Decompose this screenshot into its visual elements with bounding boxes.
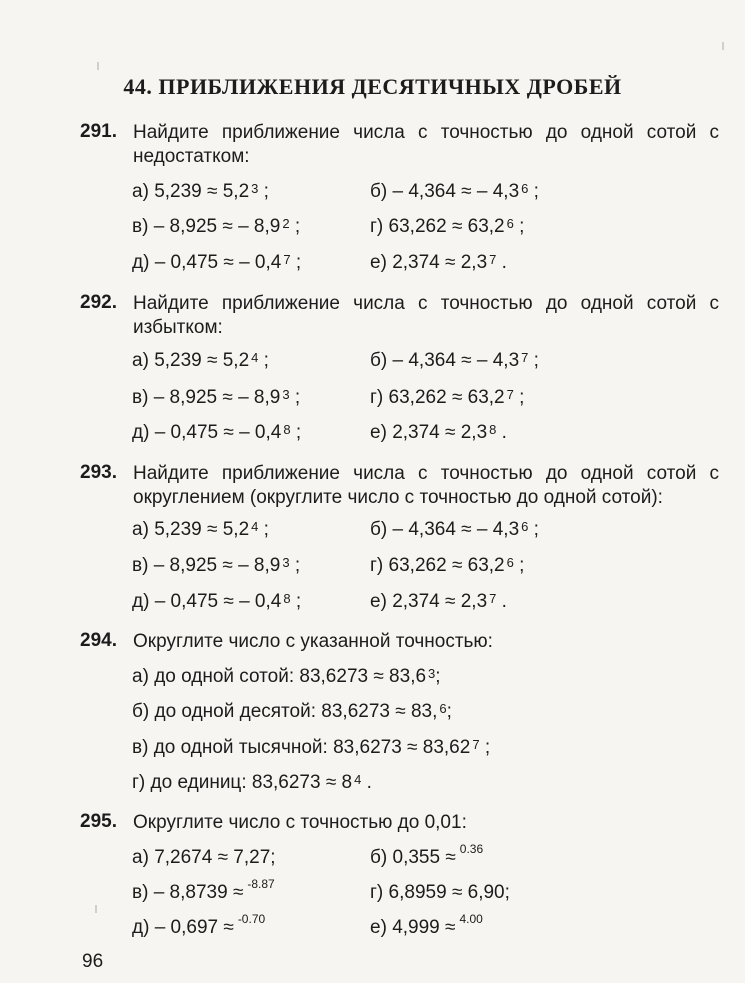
item-d: д) – 0,475 ≈ – 0,4 $^8$ ; [132, 422, 302, 443]
problem-statement: Найдите приближение числа с точностью до одной сотой с округлением (округлите число с точностью до одной сотой): [133, 463, 719, 508]
problem-294 [80, 630, 719, 654]
problem-number: 292. [80, 292, 117, 313]
scan-speck [95, 905, 97, 913]
handwritten-answer: 7 [489, 252, 497, 267]
item-g: г) 6,8959 ≈ 6,90; [370, 882, 510, 903]
handwritten-answer: 8 [283, 591, 291, 606]
item-g: г) до единиц: 83,6273 ≈ 8 $^4$ . [132, 772, 372, 793]
handwritten-answer: 3 [282, 387, 290, 402]
handwritten-answer: 4.00 [459, 912, 483, 926]
handwritten-answer: 7 [283, 252, 291, 267]
item-e: е) 2,374 ≈ 2,3 $^7$ . [370, 252, 507, 273]
item-g: г) 63,262 ≈ 63,2 $^6$ ; [370, 216, 525, 237]
problem-292 [80, 292, 719, 340]
item-d: д) – 0,697 ≈ $^{-0.70}$ [132, 912, 266, 938]
item-b: б) – 4,364 ≈ – 4,3 $^6$ ; [370, 181, 539, 202]
handwritten-answer: 6 [521, 519, 529, 534]
section-title: 44. ПРИБЛИЖЕНИЯ ДЕСЯТИЧНЫХ ДРОБЕЙ [123, 74, 622, 99]
handwritten-answer: 3 [251, 181, 259, 196]
handwritten-answer: 3 [282, 555, 290, 570]
handwritten-answer: 4 [251, 350, 259, 365]
item-a: а) 5,239 ≈ 5,2 $^4$ ; [132, 350, 269, 371]
handwritten-answer: 2 [282, 216, 290, 231]
item-v: в) – 8,925 ≈ – 8,9 $^2$ ; [132, 216, 301, 237]
problem-number: 294. [80, 630, 117, 651]
handwritten-answer: 6 [506, 216, 514, 231]
handwritten-answer: 7 [521, 350, 529, 365]
handwritten-answer: -0.70 [237, 912, 266, 926]
problem-statement: Найдите приближение числа с точностью до одной сотой с избытком: [133, 293, 719, 338]
handwritten-answer: 7 [506, 387, 514, 402]
item-e: е) 4,999 ≈ $^{4.00}$ [370, 912, 483, 938]
page-number: 96 [82, 951, 104, 972]
handwritten-answer: -8.87 [247, 877, 275, 891]
problem-293 [80, 462, 719, 510]
item-a: а) 5,239 ≈ 5,2 $^4$ ; [132, 519, 269, 540]
item-b: б) – 4,364 ≈ – 4,3 $^6$ ; [370, 519, 539, 540]
item-a: а) до одной сотой: 83,6273 ≈ 83,6 $^3$; [132, 666, 441, 687]
handwritten-answer: 6 [439, 701, 447, 716]
problem-number: 291. [80, 121, 117, 142]
handwritten-answer: 7 [472, 737, 480, 752]
item-d: д) – 0,475 ≈ – 0,4 $^7$ ; [132, 252, 302, 273]
handwritten-answer: 6 [521, 181, 529, 196]
item-g: г) 63,262 ≈ 63,2 $^7$ ; [370, 387, 525, 408]
problem-number: 293. [80, 462, 117, 483]
item-v: в) до одной тысячной: 83,6273 ≈ 83,62 $^7$ ; [132, 737, 491, 758]
handwritten-answer: 7 [489, 591, 497, 606]
handwritten-answer: 4 [354, 772, 362, 787]
problem-291 [80, 121, 719, 169]
item-b: б) до одной десятой: 83,6273 ≈ 83, $^6$; [132, 701, 452, 722]
item-b: б) – 4,364 ≈ – 4,3 $^7$ ; [370, 350, 539, 371]
problem-number: 295. [80, 811, 117, 832]
item-b: б) 0,355 ≈ $^{0.36}$ [370, 842, 484, 868]
item-g: г) 63,262 ≈ 63,2 $^6$ ; [370, 555, 525, 576]
item-e: е) 2,374 ≈ 2,3 $^7$ . [370, 591, 507, 612]
handwritten-answer: 3 [428, 666, 436, 681]
item-v: в) – 8,925 ≈ – 8,9 $^3$ ; [132, 387, 301, 408]
handwritten-answer: 0.36 [459, 842, 484, 856]
handwritten-answer: 8 [489, 422, 497, 437]
scan-speck [722, 42, 724, 50]
handwritten-answer: 4 [251, 519, 259, 534]
item-a: а) 7,2674 ≈ 7,27; [132, 847, 276, 868]
problem-statement: Округлите число с точностью до 0,01: [133, 812, 467, 833]
scan-speck [97, 62, 99, 70]
item-e: е) 2,374 ≈ 2,3 $^8$ . [370, 422, 507, 443]
handwritten-answer: 6 [506, 555, 514, 570]
item-v: в) – 8,925 ≈ – 8,9 $^3$ ; [132, 555, 301, 576]
problem-295 [80, 811, 719, 835]
item-d: д) – 0,475 ≈ – 0,4 $^8$ ; [132, 591, 302, 612]
item-v: в) – 8,8739 ≈ $^{-8.87}$ [132, 877, 275, 903]
item-a: а) 5,239 ≈ 5,2 $^3$ ; [132, 181, 269, 202]
problem-statement: Округлите число с указанной точностью: [133, 631, 493, 652]
problem-statement: Найдите приближение числа с точностью до одной сотой с недостатком: [133, 122, 719, 167]
handwritten-answer: 8 [283, 422, 291, 437]
